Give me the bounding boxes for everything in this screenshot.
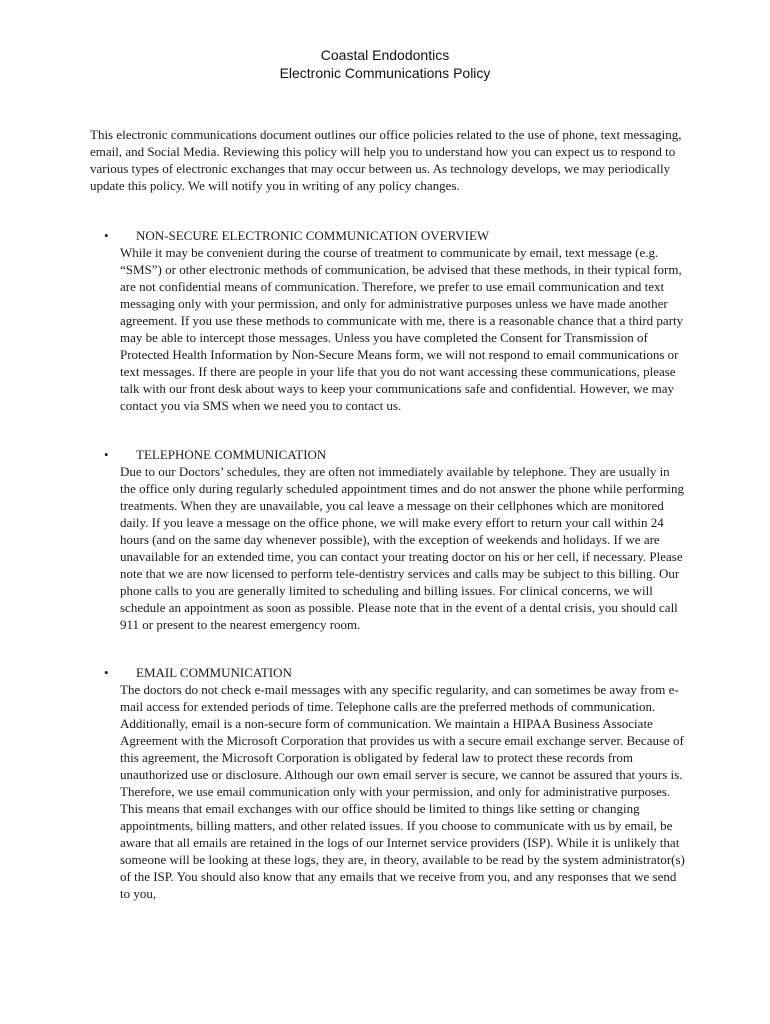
bullet-icon: • [104, 228, 109, 243]
section-body: Due to our Doctors’ schedules, they are often not immediately available by telephone. They are usually in the office only during regularly scheduled appointment times and do not answer the phone while performing treatments. When they are unavailable, you cal leave a message on their cellphones which are monitored daily. If you leave a message on the office phone, we will make every effort to return your call within 24 hours (and on the same day whenever possible), with the exception of weekends and holidays. If we are unavailable for an extended time, you can contact your treating doctor on his or her cell, if necessary. Please note that we are now licensed to perform tele-dentistry services and calls may be subject to this billing. Our phone calls to you are generally limited to scheduling and billing issues. For clinical concerns, we will schedule an appointment as soon as possible. Please note that in the event of a dental crisis, you should call 911 or present to the nearest emergency room. [120, 464, 685, 632]
document-subtitle: Electronic Communications Policy [279, 65, 491, 81]
title-block [0, 46, 770, 82]
section-body: While it may be convenient during the course of treatment to communicate by email, text message (e.g. “SMS”) or other electronic methods of communication, be advised that these methods, in their typical form, are not confidential means of communication. Therefore, we prefer to use email communication and text messaging only with your permission, and only for administrative purposes unless we have made another agreement. If you use these methods to communicate with me, there is a reasonable chance that a third party may be able to intercept those messages. Unless you have completed the Consent for Transmission of Protected Health Information by Non-Secure Means form, we will not respond to email communications or text messages. If there are people in your life that you do not want accessing these communications, please talk with our front desk about ways to keep your communications safe and confidential. However, we may contact you via SMS when we need you to contact us. [120, 245, 684, 413]
bullet-icon: • [104, 447, 109, 462]
section-heading: TELEPHONE COMMUNICATION [136, 447, 327, 462]
section-heading: NON-SECURE ELECTRONIC COMMUNICATION OVERVIEW [136, 228, 490, 243]
document-title: Coastal Endodontics [320, 47, 450, 63]
section-heading: EMAIL COMMUNICATION [136, 665, 292, 680]
bullet-icon: • [104, 665, 109, 680]
intro-paragraph: This electronic communications document outlines our office policies related to the use of phone, text messaging, email, and Social Media. Reviewing this policy will help you to understand how you can expect us to respond to various types of electronic exchanges that may occur between us. As technology develops, we may periodically update this policy. We will notify you in writing of any policy changes. [90, 127, 682, 193]
section-body: The doctors do not check e-mail messages with any specific regularity, and can sometimes be away from e-mail access for extended periods of time. Telephone calls are the preferred methods of communication. Additionally, email is a non-secure form of communication. We maintain a HIPAA Business Associate Agreement with the Microsoft Corporation that provides us with a secure email exchange server. Because of this agreement, the Microsoft Corporation is obligated by federal law to protect these records from unauthorized use or disclosure. Although our own email server is secure, we cannot be assured that yours is. Therefore, we use email communication only with your permission, and only for administrative purposes. This means that email exchanges with our office should be limited to things like setting or changing appointments, billing matters, and other related issues. If you choose to communicate with us by email, be aware that all emails are retained in the logs of our Internet service providers (ISP). While it is unlikely that someone will be looking at these logs, they are, in theory, available to be read by the system administrator(s) of the ISP. You should also know that any emails that we receive from you, and any responses that we send to you, [120, 682, 685, 901]
